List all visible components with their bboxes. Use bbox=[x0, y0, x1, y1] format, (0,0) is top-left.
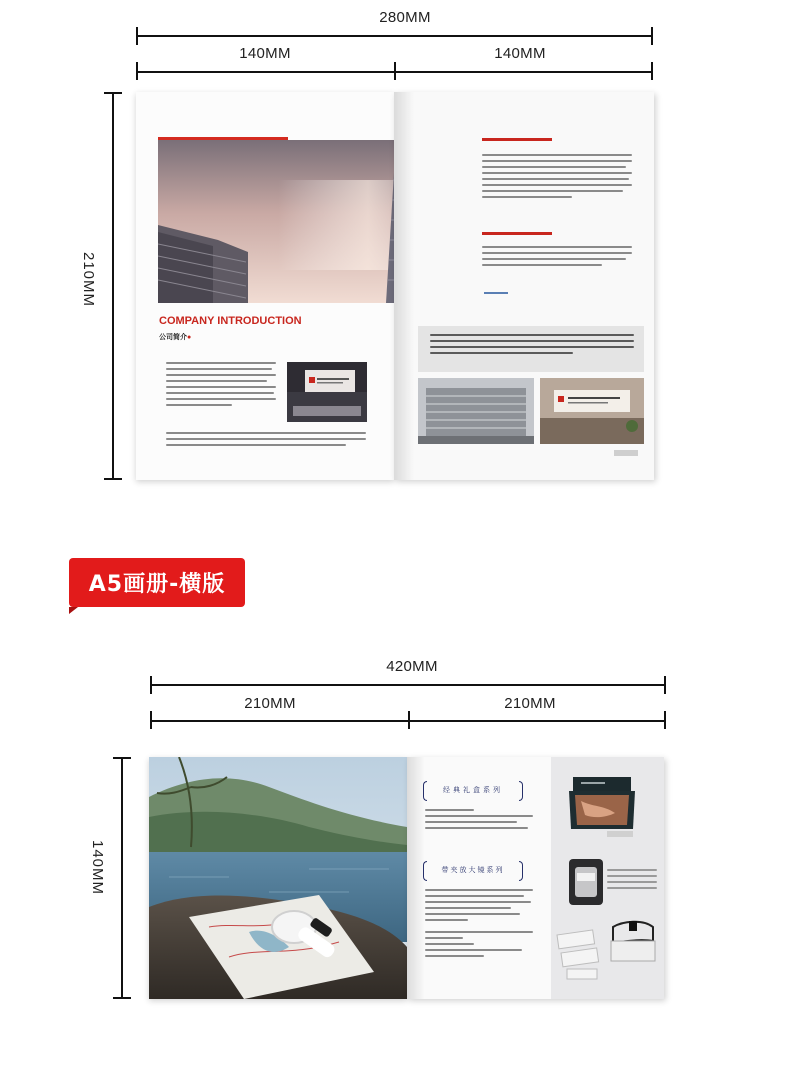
text-line bbox=[607, 881, 657, 883]
dimension-tick bbox=[651, 62, 653, 80]
text-line bbox=[425, 955, 484, 957]
text-line bbox=[425, 821, 517, 823]
text-line bbox=[166, 386, 276, 388]
text-line bbox=[482, 172, 632, 174]
subheading-dot: ● bbox=[187, 334, 192, 341]
dimension-tick bbox=[394, 62, 396, 80]
dimension-tick bbox=[104, 92, 122, 94]
text-line bbox=[425, 949, 522, 951]
section-title-2-text: 带夹放大镜系列 bbox=[441, 866, 505, 874]
top-height-label: 210MM bbox=[80, 252, 97, 308]
bottom-left-width-label: 210MM bbox=[244, 695, 296, 712]
section-title-bar bbox=[482, 232, 552, 235]
top-right-width-label: 140MM bbox=[494, 45, 546, 62]
bottom-total-width-label: 420MM bbox=[386, 658, 438, 675]
dimension-tick bbox=[113, 757, 131, 759]
text-line bbox=[430, 334, 634, 336]
text-line bbox=[607, 869, 657, 871]
top-total-width-label: 280MM bbox=[379, 9, 431, 26]
intro-text-block bbox=[166, 362, 276, 410]
bracket-right bbox=[519, 781, 523, 801]
text-line bbox=[166, 374, 276, 376]
bottom-right-page bbox=[407, 757, 664, 999]
bottom-left-page bbox=[149, 757, 407, 999]
text-line bbox=[482, 160, 632, 162]
text-line bbox=[607, 887, 657, 889]
dimension-tick bbox=[150, 711, 152, 729]
section-title-2 bbox=[423, 861, 523, 881]
text-line bbox=[482, 178, 629, 180]
lobby-photo bbox=[287, 362, 367, 422]
dimension-tick bbox=[664, 711, 666, 729]
subheading-text: 公司简介 bbox=[159, 334, 187, 341]
dimension-tick bbox=[136, 27, 138, 45]
bottom-right-width-label: 210MM bbox=[504, 695, 556, 712]
dimension-line bbox=[121, 757, 123, 999]
text-line bbox=[425, 943, 474, 945]
text-line bbox=[430, 340, 634, 342]
text-line bbox=[166, 404, 232, 406]
intro-text-block-2 bbox=[166, 432, 366, 450]
dimension-tick bbox=[113, 997, 131, 999]
dimension-line bbox=[112, 92, 114, 480]
dimension-line bbox=[136, 35, 652, 37]
spec-table bbox=[607, 869, 657, 893]
dimension-line bbox=[150, 684, 666, 686]
page-number-mark bbox=[614, 450, 638, 456]
section-title-1-text: 经典礼盒系列 bbox=[443, 786, 503, 794]
section-title-bar bbox=[482, 138, 552, 141]
reception-photo bbox=[540, 378, 644, 444]
lake-map-photo bbox=[149, 757, 407, 999]
clip-magnifier-product bbox=[553, 907, 661, 987]
top-left-width-label: 140MM bbox=[239, 45, 291, 62]
right-text-block-1 bbox=[482, 154, 632, 202]
text-line bbox=[166, 368, 272, 370]
right-text-block-2 bbox=[482, 246, 632, 270]
text-line bbox=[166, 432, 366, 434]
text-line bbox=[425, 931, 533, 933]
text-line bbox=[166, 362, 276, 364]
text-line bbox=[482, 190, 623, 192]
text-line bbox=[482, 252, 632, 254]
format-banner: A5画册-横版 bbox=[69, 558, 245, 607]
dimension-tick bbox=[651, 27, 653, 45]
dimension-tick bbox=[136, 62, 138, 80]
text-line bbox=[430, 346, 634, 348]
accent-dash bbox=[484, 292, 508, 294]
text-line bbox=[425, 919, 468, 921]
text-line bbox=[482, 184, 632, 186]
text-line bbox=[425, 937, 463, 939]
text-line bbox=[166, 438, 366, 440]
bracket-left bbox=[423, 781, 427, 801]
text-line bbox=[425, 889, 533, 891]
section-1-text bbox=[425, 809, 533, 833]
bracket-right bbox=[519, 861, 523, 881]
text-line bbox=[166, 398, 276, 400]
dimension-tick bbox=[104, 478, 122, 480]
text-line bbox=[482, 154, 632, 156]
text-line bbox=[166, 380, 267, 382]
text-line bbox=[482, 246, 632, 248]
bracket-left bbox=[423, 861, 427, 881]
dimension-tick bbox=[408, 711, 410, 729]
text-line bbox=[482, 264, 602, 266]
dimension-tick bbox=[150, 676, 152, 694]
text-line bbox=[425, 907, 511, 909]
text-line bbox=[166, 444, 346, 446]
bottom-height-label: 140MM bbox=[89, 840, 106, 896]
gift-box-product bbox=[567, 777, 637, 839]
info-panel bbox=[418, 326, 644, 372]
text-line bbox=[607, 875, 657, 877]
text-line bbox=[482, 258, 626, 260]
magnifier-case-product bbox=[567, 857, 607, 909]
text-line bbox=[430, 352, 573, 354]
top-left-page bbox=[136, 92, 394, 480]
text-line bbox=[425, 895, 524, 897]
text-line bbox=[482, 196, 572, 198]
page-gutter-shadow bbox=[394, 92, 414, 480]
building-photo bbox=[418, 378, 534, 444]
top-right-page bbox=[394, 92, 654, 480]
section-2-text bbox=[425, 889, 533, 961]
text-line bbox=[166, 392, 274, 394]
section-title-1 bbox=[423, 781, 523, 801]
text-line bbox=[482, 166, 626, 168]
dimension-tick bbox=[664, 676, 666, 694]
text-line bbox=[425, 815, 533, 817]
page-subheading bbox=[159, 332, 191, 342]
text-line bbox=[425, 827, 528, 829]
text-line bbox=[425, 901, 531, 903]
text-line bbox=[425, 809, 474, 811]
text-line bbox=[425, 913, 520, 915]
page-heading: COMPANY INTRODUCTION bbox=[159, 315, 302, 327]
